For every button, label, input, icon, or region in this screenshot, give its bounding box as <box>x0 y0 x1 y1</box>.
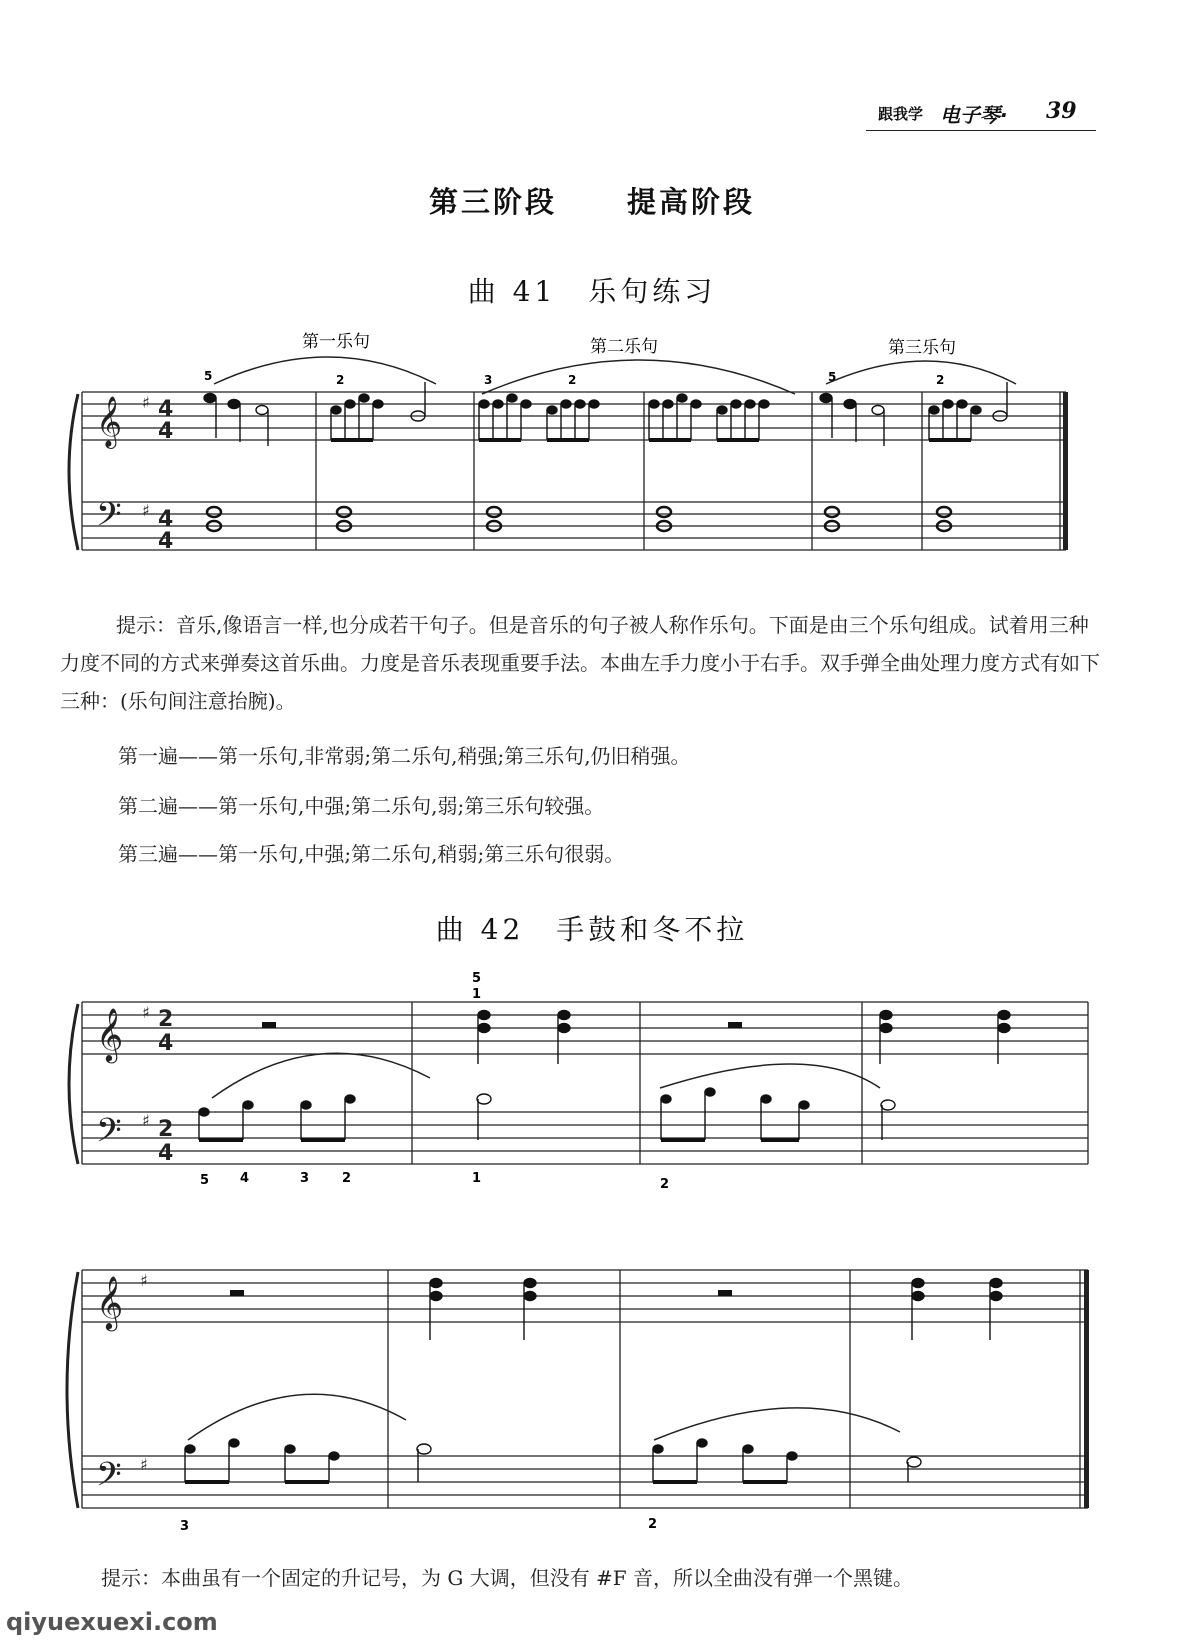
fingering: 2 <box>342 1171 352 1186</box>
treble-clef-icon: 𝄞 <box>96 396 123 447</box>
fingering: 3 <box>300 1171 310 1186</box>
stage-title-part1: 第三阶段 <box>428 185 557 219</box>
page-header <box>866 96 1096 131</box>
bass-clef-icon: 𝄢 <box>96 496 122 542</box>
svg-text:2: 2 <box>158 1117 174 1142</box>
fingering: 1 <box>472 1171 482 1186</box>
phrase-label-1: 第一乐句 <box>302 332 370 352</box>
tip41-line-2: 第二遍——第一乐句,中强;第二乐句,弱;第三乐句较强。 <box>118 794 605 818</box>
svg-text:2: 2 <box>158 1007 174 1032</box>
song41-score <box>0 320 1184 580</box>
phrase-label-3: 第三乐句 <box>888 338 956 358</box>
fingering: 3 <box>180 1519 190 1534</box>
svg-text:♯: ♯ <box>142 1003 150 1022</box>
watermark: qiyuexuexi.com <box>6 1608 218 1636</box>
tip41-line-3: 第三遍——第一乐句,中强;第二乐句,稍弱;第三乐句很弱。 <box>118 842 625 866</box>
book-name: 电子琴· <box>940 103 1008 127</box>
svg-text:♯: ♯ <box>140 1455 148 1474</box>
svg-text:4: 4 <box>158 397 174 422</box>
tip41-line-1: 第一遍——第一乐句,非常弱;第二乐句,稍强;第三乐句,仍旧稍强。 <box>118 744 691 768</box>
fingering: 4 <box>240 1171 250 1186</box>
tip41-text: 提示：音乐,像语言一样,也分成若干句子。但是音乐的句子被人称作乐句。下面是由三个乐句组成。试着用三种力度不同的方式来弹奏这首乐曲。力度是音乐表现重要手法。本曲左手力度小于右手。双手弹全曲处理力度方式有如下三种：(乐句间注意抬腕)。 <box>60 613 1100 713</box>
song42-system1 <box>0 960 1184 1210</box>
bass-clef-icon: 𝄢 <box>96 1456 122 1502</box>
fingering: 5 <box>200 1173 210 1188</box>
svg-text:4: 4 <box>158 419 174 444</box>
svg-text:♯: ♯ <box>140 1271 148 1290</box>
fingering: 5 <box>472 971 482 986</box>
phrase-label-2: 第二乐句 <box>590 337 658 357</box>
stage-title-part2: 提高阶段 <box>627 185 756 219</box>
fingering: 1 <box>472 987 482 1002</box>
svg-text:4: 4 <box>158 1141 174 1166</box>
fingering: 2 <box>660 1177 670 1192</box>
song41-title: 曲 41 乐句练习 <box>467 275 717 308</box>
page-number: 39 <box>1046 98 1077 124</box>
treble-clef-icon: 𝄞 <box>96 1007 124 1061</box>
fingering: 2 <box>568 373 577 387</box>
fingering: 5 <box>204 369 213 383</box>
stage-title <box>0 180 1184 221</box>
fingering: 3 <box>484 373 493 387</box>
song42-title: 曲 42 手鼓和冬不拉 <box>435 913 749 946</box>
svg-text:♯: ♯ <box>142 1111 150 1130</box>
svg-text:♯: ♯ <box>142 501 150 520</box>
fingering: 5 <box>828 370 837 384</box>
treble-clef-icon: 𝄞 <box>96 1275 124 1329</box>
svg-text:4: 4 <box>158 1031 174 1056</box>
fingering: 2 <box>936 373 945 387</box>
svg-text:4: 4 <box>158 529 174 554</box>
fingering: 2 <box>648 1517 658 1532</box>
tip41-paragraph <box>60 606 1105 720</box>
svg-text:♯: ♯ <box>142 393 150 412</box>
series-name: 跟我学 <box>878 105 924 123</box>
svg-text:4: 4 <box>158 507 174 532</box>
fingering: 2 <box>336 373 345 387</box>
bass-clef-icon: 𝄢 <box>96 1112 122 1158</box>
song42-system2 <box>0 1260 1184 1560</box>
tip42-text: 提示：本曲虽有一个固定的升记号，为 G 大调，但没有 #F 音，所以全曲没有弹一个黑键。 <box>101 1566 914 1590</box>
